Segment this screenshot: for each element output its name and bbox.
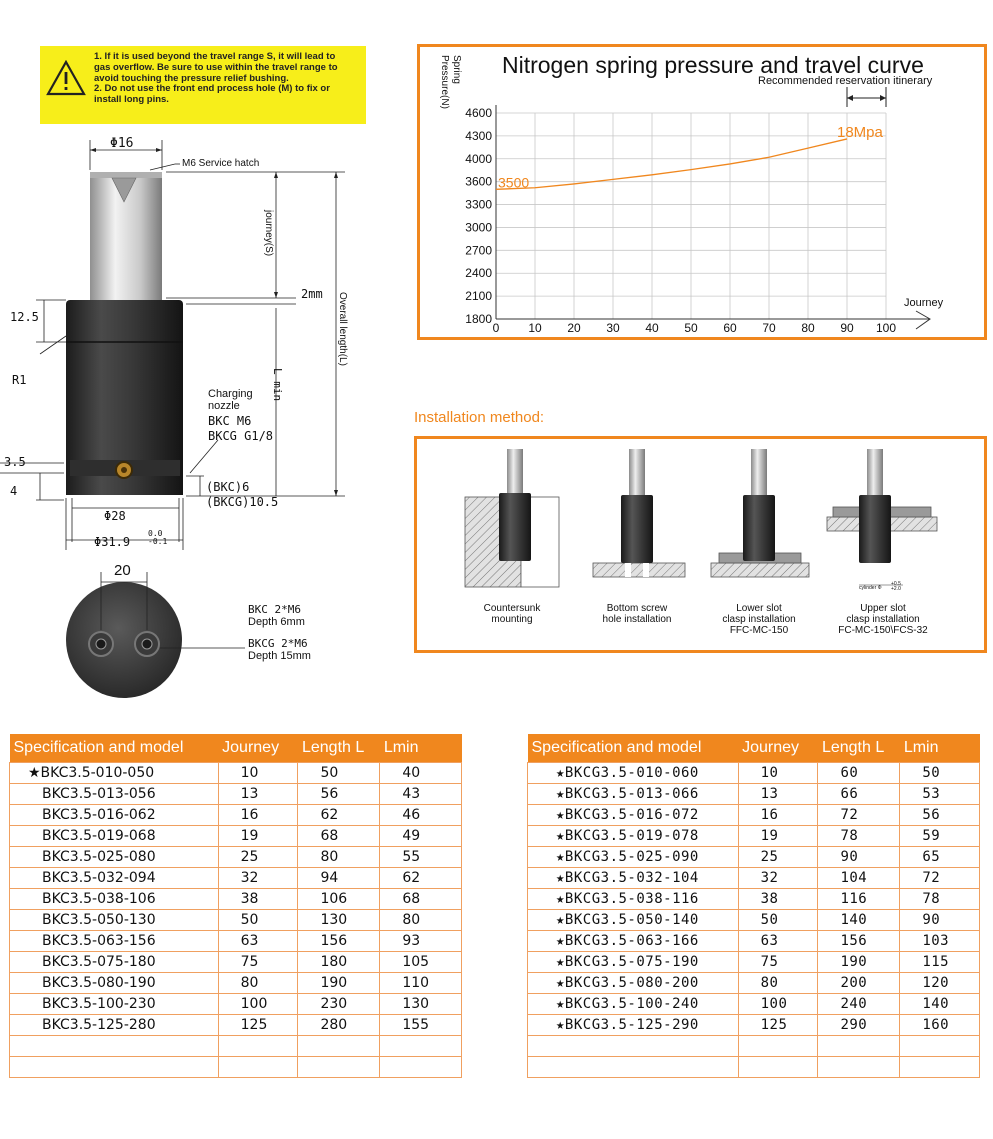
header-journey: Journey xyxy=(738,734,818,763)
cell-journey: 25 xyxy=(738,847,818,868)
caption-lower-slot: Lower slot clasp installation FFC-MC-150 xyxy=(722,603,796,636)
y-tick-label: 3600 xyxy=(465,174,492,189)
cell-model: BKC3.5-032-094 xyxy=(10,868,219,889)
cell-length: 90 xyxy=(818,847,900,868)
x-tick-label: 80 xyxy=(801,321,815,335)
y-tick-label: 2100 xyxy=(465,289,492,304)
table-row xyxy=(528,805,980,826)
cell-model: ★BKCG3.5-100-240 xyxy=(528,994,739,1015)
cell-journey: 32 xyxy=(218,868,298,889)
cell-lmin: 53 xyxy=(900,784,980,805)
y-tick-label: 2700 xyxy=(465,243,492,258)
cell-model: ★BKCG3.5-010-060 xyxy=(528,763,739,784)
cell-lmin: 120 xyxy=(900,973,980,994)
cell-lmin: 46 xyxy=(380,805,462,826)
cell-lmin: 43 xyxy=(380,784,462,805)
cell-length: 106 xyxy=(298,889,380,910)
x-tick-label: 30 xyxy=(606,321,620,335)
cylinder-tolerance: +0.5 +2.0 xyxy=(891,581,901,592)
cell-lmin: 40 xyxy=(380,763,462,784)
cell-journey xyxy=(218,1036,298,1057)
installation-box xyxy=(414,436,987,653)
cell-length: 240 xyxy=(818,994,900,1015)
table-row xyxy=(10,952,462,973)
cell-model: BKC3.5-050-130 xyxy=(10,910,219,931)
cell-length: 104 xyxy=(818,868,900,889)
cell-journey: 50 xyxy=(738,910,818,931)
cell-length: 68 xyxy=(298,826,380,847)
cell-length: 180 xyxy=(298,952,380,973)
header-lmin: Lmin xyxy=(900,734,980,763)
table-row xyxy=(528,1036,980,1057)
dim-bkc-bkcg: (BKC)6 (BKCG)10.5 xyxy=(206,480,279,509)
cell-model xyxy=(528,1036,739,1057)
chart-subtitle: Recommended reservation itinerary xyxy=(758,75,933,87)
cell-journey: 100 xyxy=(218,994,298,1015)
cell-model: ★BKCG3.5-025-090 xyxy=(528,847,739,868)
cell-journey: 10 xyxy=(738,763,818,784)
dim-12-5: 12.5 xyxy=(10,310,39,324)
table-row xyxy=(10,1057,462,1078)
cell-length: 140 xyxy=(818,910,900,931)
cell-lmin: 160 xyxy=(900,1015,980,1036)
journey-s-label: journey(S) xyxy=(263,210,274,257)
cell-lmin: 56 xyxy=(900,805,980,826)
header-length: Length L xyxy=(818,734,900,763)
dim-4: 4 xyxy=(10,484,18,498)
table-row xyxy=(10,994,462,1015)
dim-tolerance: 0.0 -0.1 xyxy=(148,529,168,546)
cell-lmin: 50 xyxy=(900,763,980,784)
table-row xyxy=(528,826,980,847)
cell-length: 94 xyxy=(298,868,380,889)
cell-lmin: 59 xyxy=(900,826,980,847)
cell-model xyxy=(10,1057,219,1078)
x-tick-label: 10 xyxy=(528,321,542,335)
caption-countersunk: Countersunk mounting xyxy=(483,603,541,625)
cell-length: 190 xyxy=(818,952,900,973)
cell-lmin: 49 xyxy=(380,826,462,847)
cell-lmin xyxy=(380,1057,462,1078)
cell-journey xyxy=(738,1036,818,1057)
cell-length: 116 xyxy=(818,889,900,910)
cell-lmin: 155 xyxy=(380,1015,462,1036)
spring-technical-drawing xyxy=(0,130,410,710)
table-row xyxy=(528,910,980,931)
cell-length: 56 xyxy=(298,784,380,805)
lmin-label: L min xyxy=(271,368,284,402)
cell-lmin: 62 xyxy=(380,868,462,889)
table-row xyxy=(10,889,462,910)
table-row xyxy=(10,973,462,994)
cell-journey: 32 xyxy=(738,868,818,889)
x-tick-label: 0 xyxy=(492,321,500,335)
table-row xyxy=(528,994,980,1015)
cell-model: BKC3.5-100-230 xyxy=(10,994,219,1015)
dim-phi28: Φ28 xyxy=(104,509,126,523)
cell-model: BKC3.5-019-068 xyxy=(10,826,219,847)
curve-start-label: 3500 xyxy=(498,174,530,191)
cell-length: 190 xyxy=(298,973,380,994)
header-spec: Specification and model xyxy=(528,734,739,763)
table-row xyxy=(10,931,462,952)
y-tick-label: 4600 xyxy=(465,106,492,120)
cell-model: BKC3.5-080-190 xyxy=(10,973,219,994)
table-row xyxy=(528,763,980,784)
cell-model xyxy=(528,1057,739,1078)
table-header-row xyxy=(10,734,462,763)
cell-model: BKC3.5-016-062 xyxy=(10,805,219,826)
cell-model: ★BKCG3.5-038-116 xyxy=(528,889,739,910)
table-row xyxy=(10,763,462,784)
cell-journey: 125 xyxy=(218,1015,298,1036)
cell-model: BKC3.5-075-180 xyxy=(10,952,219,973)
cell-model: ★BKCG3.5-125-290 xyxy=(528,1015,739,1036)
x-tick-label: 70 xyxy=(762,321,776,335)
table-row xyxy=(528,952,980,973)
x-tick-label: 20 xyxy=(567,321,581,335)
cell-length: 72 xyxy=(818,805,900,826)
cell-journey: 38 xyxy=(218,889,298,910)
cell-journey: 13 xyxy=(738,784,818,805)
warning-triangle-icon xyxy=(46,60,86,96)
cell-length: 156 xyxy=(298,931,380,952)
header-journey: Journey xyxy=(218,734,298,763)
cell-model: ★BKCG3.5-080-200 xyxy=(528,973,739,994)
table-row xyxy=(10,868,462,889)
cell-length: 80 xyxy=(298,847,380,868)
x-tick-label: 100 xyxy=(875,321,897,335)
table-row xyxy=(10,847,462,868)
chart-ylabel-2: Pressure(N) xyxy=(439,55,450,109)
curve-end-label: 18Mpa xyxy=(837,123,883,141)
cell-length: 60 xyxy=(818,763,900,784)
cell-journey: 13 xyxy=(218,784,298,805)
cell-model: BKC3.5-063-156 xyxy=(10,931,219,952)
dim-2mm: 2mm xyxy=(301,287,323,301)
cell-lmin: 93 xyxy=(380,931,462,952)
table-row xyxy=(10,805,462,826)
cell-lmin: 55 xyxy=(380,847,462,868)
cell-journey: 19 xyxy=(218,826,298,847)
reserve-arrow-right xyxy=(880,95,886,101)
x-axis-arrow xyxy=(916,311,930,329)
x-tick-label: 40 xyxy=(645,321,659,335)
cell-length: 50 xyxy=(298,763,380,784)
cell-journey: 63 xyxy=(738,931,818,952)
cell-lmin: 65 xyxy=(900,847,980,868)
charging-nozzle-label: Charging nozzle xyxy=(208,388,253,412)
header-spec: Specification and model xyxy=(10,734,219,763)
cell-model: ★BKCG3.5-050-140 xyxy=(528,910,739,931)
cell-length: 156 xyxy=(818,931,900,952)
installation-title: Installation method: xyxy=(414,409,545,426)
x-tick-label: 50 xyxy=(684,321,698,335)
cell-lmin: 78 xyxy=(900,889,980,910)
cell-journey: 16 xyxy=(738,805,818,826)
cell-journey: 63 xyxy=(218,931,298,952)
table-row xyxy=(528,889,980,910)
cell-length: 66 xyxy=(818,784,900,805)
x-tick-label: 90 xyxy=(840,321,854,335)
cell-lmin: 80 xyxy=(380,910,462,931)
cylinder-note: cylinder Φ xyxy=(859,585,882,591)
caption-bottom-screw: Bottom screw hole installation xyxy=(602,603,672,625)
cell-model: ★BKCG3.5-016-072 xyxy=(528,805,739,826)
table-row xyxy=(528,1015,980,1036)
y-tick-label: 1800 xyxy=(465,312,492,326)
cell-lmin: 103 xyxy=(900,931,980,952)
charging-nozzle-spec: BKC M6 BKCG G1/8 xyxy=(208,414,274,443)
cell-journey: 125 xyxy=(738,1015,818,1036)
chart-title: Nitrogen spring pressure and travel curve xyxy=(502,52,924,78)
header-lmin: Lmin xyxy=(380,734,462,763)
cell-journey: 38 xyxy=(738,889,818,910)
reserve-arrow-left xyxy=(847,95,853,101)
cell-lmin: 72 xyxy=(900,868,980,889)
cell-journey: 25 xyxy=(218,847,298,868)
table-header-row xyxy=(528,734,980,763)
table-row xyxy=(528,784,980,805)
cell-length: 290 xyxy=(818,1015,900,1036)
cell-length xyxy=(298,1036,380,1057)
y-tick-label: 3300 xyxy=(465,197,492,212)
cell-length: 230 xyxy=(298,994,380,1015)
table-row xyxy=(10,1015,462,1036)
y-tick-label: 3000 xyxy=(465,220,492,235)
cell-length: 280 xyxy=(298,1015,380,1036)
cell-lmin: 140 xyxy=(900,994,980,1015)
cell-journey: 80 xyxy=(738,973,818,994)
cell-journey: 100 xyxy=(738,994,818,1015)
cell-lmin: 90 xyxy=(900,910,980,931)
m6-service-hatch-label: M6 Service hatch xyxy=(182,158,260,169)
table-row xyxy=(528,847,980,868)
cell-model: ★BKCG3.5-013-066 xyxy=(528,784,739,805)
cell-journey xyxy=(218,1057,298,1078)
cell-lmin xyxy=(900,1036,980,1057)
cell-journey: 16 xyxy=(218,805,298,826)
table-row xyxy=(528,973,980,994)
cell-length: 62 xyxy=(298,805,380,826)
cell-lmin xyxy=(380,1036,462,1057)
dim-20: 20 xyxy=(114,562,131,579)
dim-r1: R1 xyxy=(12,373,27,387)
cell-lmin: 110 xyxy=(380,973,462,994)
table-row xyxy=(10,826,462,847)
cell-model: ★BKC3.5-010-050 xyxy=(10,763,219,784)
overall-length-label: Overall length(L) xyxy=(337,292,348,366)
cell-journey: 80 xyxy=(218,973,298,994)
cell-model: BKC3.5-013-056 xyxy=(10,784,219,805)
table-row xyxy=(10,784,462,805)
y-tick-label: 4300 xyxy=(465,128,492,143)
caption-upper-slot: Upper slot clasp installation FC-MC-150\FCS-32 xyxy=(838,603,928,636)
cell-model: BKC3.5-025-080 xyxy=(10,847,219,868)
cell-lmin xyxy=(900,1057,980,1078)
cell-length xyxy=(818,1057,900,1078)
cell-length: 78 xyxy=(818,826,900,847)
bkcg-spec-table xyxy=(527,734,980,1078)
cell-journey: 75 xyxy=(218,952,298,973)
dim-3-5: 3.5 xyxy=(4,455,26,469)
cell-journey: 10 xyxy=(218,763,298,784)
table-row xyxy=(528,1057,980,1078)
cell-model: ★BKCG3.5-032-104 xyxy=(528,868,739,889)
cell-model: ★BKCG3.5-075-190 xyxy=(528,952,739,973)
cell-journey: 50 xyxy=(218,910,298,931)
cell-model: BKC3.5-038-106 xyxy=(10,889,219,910)
cell-model: ★BKCG3.5-019-078 xyxy=(528,826,739,847)
table-row xyxy=(528,868,980,889)
cell-model: BKC3.5-125-280 xyxy=(10,1015,219,1036)
dim-phi16: Φ16 xyxy=(110,136,134,151)
pressure-travel-chart xyxy=(417,44,987,340)
cell-journey xyxy=(738,1057,818,1078)
warning-text: 1. If it is used beyond the travel range S, it will lead to gas overflow. Be sure to use within the travel range to avoid touching the pressure relief bushing. 2. Do not use the front end process hole (M) to fix or install long pins. xyxy=(94,51,338,106)
warning-box xyxy=(40,46,366,124)
x-tick-label: 60 xyxy=(723,321,737,335)
bottom-bkc-label: BKC 2*M6 Depth 6mm xyxy=(248,603,305,628)
cell-lmin: 115 xyxy=(900,952,980,973)
cell-length xyxy=(298,1057,380,1078)
chart-ylabel-1: Spring xyxy=(451,55,462,84)
cell-length: 130 xyxy=(298,910,380,931)
table-row xyxy=(528,931,980,952)
cell-length: 200 xyxy=(818,973,900,994)
bkc-spec-table xyxy=(9,734,462,1078)
table-row xyxy=(10,1036,462,1057)
cell-model: ★BKCG3.5-063-166 xyxy=(528,931,739,952)
header-length: Length L xyxy=(298,734,380,763)
dim-phi31-9: Φ31.9 xyxy=(94,535,131,549)
cell-journey: 75 xyxy=(738,952,818,973)
cell-lmin: 68 xyxy=(380,889,462,910)
cell-journey: 19 xyxy=(738,826,818,847)
cell-lmin: 105 xyxy=(380,952,462,973)
cell-lmin: 130 xyxy=(380,994,462,1015)
y-tick-label: 4000 xyxy=(465,151,492,166)
chart-xlabel: Journey xyxy=(904,297,944,309)
cell-model xyxy=(10,1036,219,1057)
cell-length xyxy=(818,1036,900,1057)
y-tick-label: 2400 xyxy=(465,266,492,281)
bottom-bkcg-label: BKCG 2*M6 Depth 15mm xyxy=(248,637,311,662)
table-row xyxy=(10,910,462,931)
chart-svg xyxy=(420,47,984,337)
